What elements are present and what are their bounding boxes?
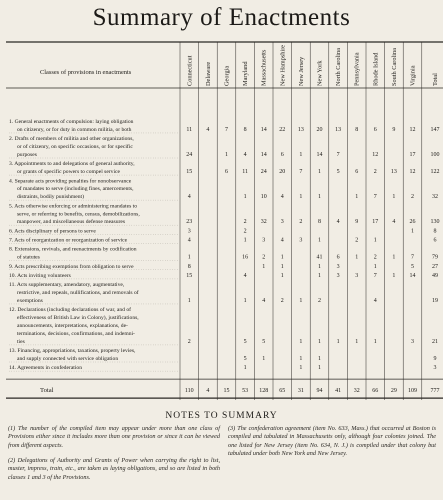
row-label: 2. Drafts of members of militia and other organizations, xyxy=(9,136,134,143)
table-cell: 49 xyxy=(432,272,439,279)
column-header-state: Delaware xyxy=(204,61,212,86)
column-header-state: Georgia xyxy=(223,65,231,86)
table-cell: 5 xyxy=(336,169,340,176)
table-cell: 8 xyxy=(187,263,191,270)
table-cell: 1 xyxy=(318,237,321,244)
table-cell: 2 xyxy=(373,169,377,176)
row-label: announcements, interpretations, explanations, de- xyxy=(17,323,128,329)
total-cell: 4 xyxy=(206,388,210,395)
table-cell: 130 xyxy=(430,219,440,226)
row-label: 7. Acts of reorganization or reorganization of service xyxy=(9,237,128,244)
table-cell: 6 xyxy=(336,254,340,261)
column-header-state: South Carolina xyxy=(390,48,398,86)
table-cell: 11 xyxy=(186,126,193,133)
table-cell: 1 xyxy=(280,254,284,261)
column-header-state: Total xyxy=(432,73,440,86)
table-cell: 1 xyxy=(318,263,321,270)
table-cell: 4 xyxy=(206,126,210,133)
table-cell: 4 xyxy=(280,237,284,244)
row-label: terminations, decisions, confirmations, and indemni- xyxy=(17,330,135,337)
table-cell: 9 xyxy=(433,356,437,362)
table-cell: 16 xyxy=(242,254,249,261)
column-header-state: New Hampshire xyxy=(279,44,287,86)
table-cell: 10 xyxy=(260,194,267,201)
total-label: Total xyxy=(40,387,54,395)
row-label: manpower, and miscellaneous defense measures xyxy=(17,219,126,226)
column-header-state: Virginia xyxy=(409,65,417,86)
table-cell: 5 xyxy=(243,338,247,345)
table-cell: 1 xyxy=(355,194,359,201)
note-1: (1) The number of the compiled item may appear under more than one class of Provisions either since it includes more than one provision or since it can be viewed from different aspects. xyxy=(8,425,220,449)
table-cell: 1 xyxy=(373,237,377,244)
table-cell: 14 xyxy=(260,126,267,133)
row-label: 13. Financing, appropriations, taxations, property levies, xyxy=(9,348,136,355)
row-label: exemptions xyxy=(17,297,43,304)
table-cell: 3 xyxy=(299,237,303,244)
table-cell: 1 xyxy=(225,152,228,158)
table-cell: 13 xyxy=(335,126,342,133)
table-cell: 2 xyxy=(262,254,266,261)
table-cell: 32 xyxy=(260,219,267,226)
table-cell: 5 xyxy=(262,338,266,345)
table-cell: 4 xyxy=(243,272,247,279)
total-cell: 66 xyxy=(372,388,379,395)
total-cell: 29 xyxy=(390,388,397,395)
table-cell: 9 xyxy=(392,126,396,133)
row-label: of mandates to serve (including fines, amercements, xyxy=(17,186,134,193)
table-cell: 17 xyxy=(372,219,379,226)
table-cell: 14 xyxy=(316,152,323,158)
table-cell: 2 xyxy=(318,297,321,304)
row-label: 8. Extensions, revivals, and reenactments by codification xyxy=(9,246,137,253)
row-label: ties xyxy=(17,338,25,345)
total-cell: 53 xyxy=(242,388,249,395)
table-cell: 8 xyxy=(433,228,437,235)
row-label: purposes xyxy=(17,152,37,158)
table-cell: 1 xyxy=(318,338,321,345)
total-cell: 65 xyxy=(279,388,286,395)
table-cell: 1 xyxy=(280,272,284,279)
table-cell: 7 xyxy=(225,126,228,133)
table-cell: 2 xyxy=(243,228,247,235)
table-cell: 12 xyxy=(409,169,416,176)
row-label: 1. General enactments of compulsion: laying obligation xyxy=(9,119,134,125)
note-3: (3) The confederation agreement (item No. 633, Mass.) that occurred at Boston is compiled and tabulated in Massachusetts only, although four colonies joined. The one listed for New Jersey (item No. 634, N. J.) is compiled under that colony but tabulated under both New York and New Jersey. xyxy=(228,425,436,458)
column-header-state: Massachusetts xyxy=(260,49,268,86)
table-cell: 2 xyxy=(355,237,359,244)
table-cell: 6 xyxy=(225,169,228,176)
row-label: or grants of specific powers to compel service xyxy=(17,169,120,176)
row-label: 12. Declarations (including declarations of war, and of xyxy=(9,307,132,314)
table-cell: 2 xyxy=(299,219,303,226)
table-cell: 1 xyxy=(336,338,340,345)
table-cell: 4 xyxy=(187,237,191,244)
table-cell: 4 xyxy=(373,297,377,304)
total-cell: 109 xyxy=(408,388,417,395)
row-label: 14. Agreements in confederation xyxy=(9,365,83,372)
table-cell: 79 xyxy=(432,254,439,261)
table-cell: 24 xyxy=(260,169,267,176)
table-cell: 1 xyxy=(373,263,377,270)
table-cell: 2 xyxy=(187,338,191,345)
column-header-state: Pennsylvania xyxy=(353,52,361,86)
table-cell: 3 xyxy=(336,272,340,279)
table-cell: 1 xyxy=(411,228,414,235)
table-cell: 4 xyxy=(336,219,340,226)
table-cell: 3 xyxy=(411,338,414,345)
table-cell: 4 xyxy=(262,297,266,304)
table-cell: 7 xyxy=(373,194,377,201)
row-label: or of citizenry, on specific occasions, or for specific xyxy=(17,144,133,151)
table-cell: 19 xyxy=(432,297,439,304)
table-cell: 147 xyxy=(430,126,440,133)
table-cell: 3 xyxy=(262,237,266,244)
column-header-state: Connecticut xyxy=(186,55,194,86)
table-cell: 1 xyxy=(243,365,247,372)
table-cell: 1 xyxy=(392,194,396,201)
total-cell: 41 xyxy=(335,388,342,395)
row-label: 9. Acts prescribing exemptions from obligation to serve xyxy=(9,263,134,270)
table-cell: 1 xyxy=(299,152,303,158)
table-cell: 5 xyxy=(243,356,247,362)
table-cell: 8 xyxy=(243,126,247,133)
note-2: (2) Delegations of Authority and Grants of Power when carrying the right to list, muster, impress, train, etc., are taken as laying obligations, and so are listed in both classes 1 and 3 of the Provisions. xyxy=(8,457,220,481)
total-cell: 31 xyxy=(297,388,304,395)
table-cell: 20 xyxy=(279,169,286,176)
row-label: 3. Appointments to and delegations of general authority, xyxy=(9,161,135,168)
table-cell: 3 xyxy=(433,365,437,372)
table-cell: 3 xyxy=(187,228,191,235)
table-cell: 122 xyxy=(430,169,440,176)
table-cell: 1 xyxy=(392,272,396,279)
total-cell: 15 xyxy=(223,388,230,395)
total-cell: 110 xyxy=(184,388,194,395)
row-label: 5. Acts otherwise enforcing or administering mandates to xyxy=(9,203,138,210)
row-label: 4. Separate acts providing penalties for nonobservance xyxy=(9,178,132,185)
table-cell: 1 xyxy=(392,254,396,261)
table-cell: 3 xyxy=(280,219,284,226)
table-cell: 100 xyxy=(430,152,440,158)
table-cell: 11 xyxy=(242,169,248,176)
row-label: serve, or referring to benefits, census, demobilizations, xyxy=(17,211,140,218)
table-cell: 1 xyxy=(187,254,191,261)
table-cell: 1 xyxy=(243,297,247,304)
row-label: and supply connected with service obligation xyxy=(17,356,119,362)
table-cell: 8 xyxy=(355,126,359,133)
page-title: Summary of Enactments xyxy=(92,4,351,31)
table-cell: 1 xyxy=(299,356,303,362)
table-cell: 7 xyxy=(299,169,303,176)
table-cell: 13 xyxy=(297,126,304,133)
table-cell: 2 xyxy=(411,194,414,201)
table-cell: 27 xyxy=(432,263,439,270)
table-cell: 20 xyxy=(316,126,323,133)
table-cell: 1 xyxy=(262,356,266,362)
table-cell: 1 xyxy=(187,297,191,304)
row-label: 6. Acts disciplinary of persons to serve xyxy=(9,228,96,235)
table-cell: 4 xyxy=(392,219,396,226)
row-label: restrictive, and repeals, nullifications, and removals of xyxy=(17,290,139,296)
table-cell: 5 xyxy=(411,263,414,270)
table-cell: 1 xyxy=(280,263,284,270)
table-cell: 26 xyxy=(409,219,416,226)
table-cell: 6 xyxy=(355,169,359,176)
table-cell: 3 xyxy=(355,272,359,279)
table-cell: 1 xyxy=(299,338,303,345)
row-label: effectiveness of British Law in Colony), justifications, xyxy=(17,315,139,322)
table-cell: 32 xyxy=(432,194,439,201)
table-cell: 2 xyxy=(280,297,284,304)
table-cell: 7 xyxy=(411,254,414,261)
table-cell: 7 xyxy=(336,152,340,158)
total-cell: 32 xyxy=(353,388,360,395)
table-cell: 1 xyxy=(318,272,321,279)
table-cell: 41 xyxy=(316,254,323,261)
table-cell: 15 xyxy=(186,272,193,279)
table-cell: 2 xyxy=(243,219,247,226)
table-cell: 7 xyxy=(373,272,377,279)
total-cell: 94 xyxy=(316,388,323,395)
table-cell: 1 xyxy=(299,365,303,372)
total-cell: 128 xyxy=(259,388,269,395)
table-cell: 21 xyxy=(432,338,439,345)
table-cell: 14 xyxy=(260,152,267,158)
table-cell: 4 xyxy=(243,152,247,158)
table-cell: 1 xyxy=(318,194,321,201)
column-header-state: Maryland xyxy=(242,61,250,86)
table-cell: 1 xyxy=(299,297,303,304)
column-header-state: New York xyxy=(316,60,324,86)
table-cell: 1 xyxy=(355,254,359,261)
table-cell: 1 xyxy=(318,356,321,362)
table-cell: 1 xyxy=(299,194,303,201)
table-cell: 22 xyxy=(279,126,286,133)
table-cell: 12 xyxy=(409,126,416,133)
table-cell: 1 xyxy=(243,194,247,201)
table-cell: 1 xyxy=(318,169,321,176)
table-cell: 6 xyxy=(433,237,437,244)
table-cell: 13 xyxy=(390,169,397,176)
table-cell: 6 xyxy=(373,126,377,133)
row-label: 10. Acts inviting volunteers xyxy=(9,272,71,279)
table-cell: 23 xyxy=(186,219,193,226)
column-header-state: Rhode Island xyxy=(372,52,380,86)
table-cell: 14 xyxy=(409,272,416,279)
table-cell: 4 xyxy=(187,194,191,201)
table-cell: 1 xyxy=(243,237,247,244)
table-cell: 24 xyxy=(186,152,193,158)
column-header-classes: Classes of provisions in enactments xyxy=(40,69,132,76)
table-cell: 1 xyxy=(373,338,377,345)
table-cell: 12 xyxy=(372,152,379,158)
row-label: of statutes xyxy=(17,254,40,261)
row-label: distraints, bodily punishment) xyxy=(17,194,84,201)
table-cell: 1 xyxy=(262,263,266,270)
table-cell: 8 xyxy=(318,219,321,226)
table-cell: 6 xyxy=(280,152,284,158)
total-cell: 777 xyxy=(430,388,440,395)
table-cell: 17 xyxy=(409,152,416,158)
row-label: on citizenry, or for duty in common militia, or both xyxy=(17,126,132,133)
table-cell: 15 xyxy=(186,169,193,176)
table-cell: 3 xyxy=(336,263,340,270)
table-cell: 9 xyxy=(355,219,359,226)
notes-title: NOTES TO SUMMARY xyxy=(165,411,278,421)
column-header-state: New Jersey xyxy=(297,56,305,86)
table-cell: 1 xyxy=(318,365,321,372)
row-label: 11. Acts supplementary, amendatory, augmentative, xyxy=(9,282,125,289)
column-header-state: North Carolina xyxy=(335,48,343,86)
table-cell: 2 xyxy=(373,254,377,261)
table-cell: 1 xyxy=(355,338,359,345)
table-cell: 4 xyxy=(280,194,284,201)
